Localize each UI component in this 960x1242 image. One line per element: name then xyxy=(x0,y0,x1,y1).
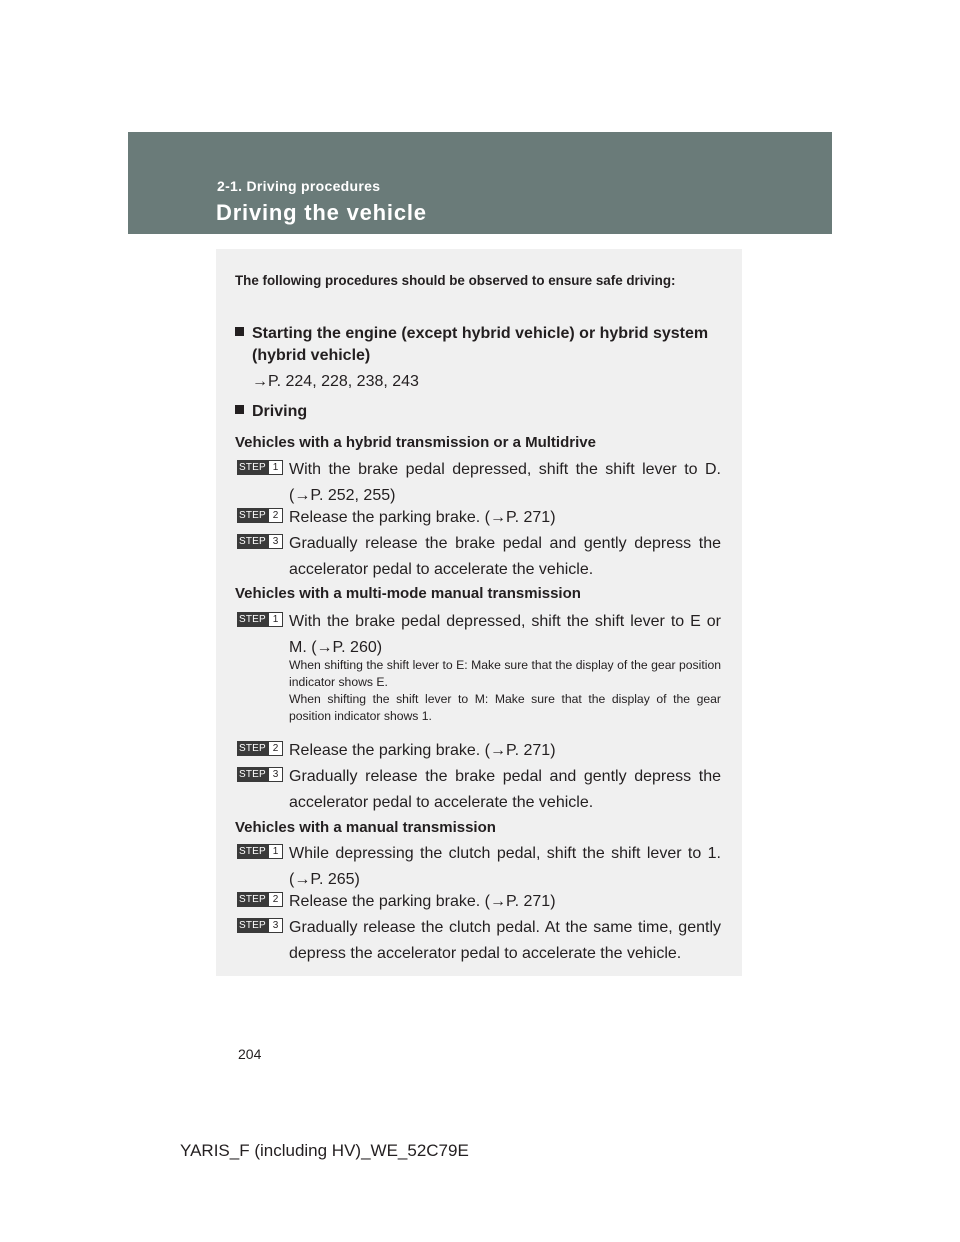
step-text: Gradually release the clutch pedal. At the same time, gently depress the accelerator pedal to accelerate the vehicle. xyxy=(289,919,721,962)
step-badge: STEP 1 xyxy=(237,612,283,627)
step-item xyxy=(237,609,721,661)
starting-heading xyxy=(235,323,708,345)
step-badge: STEP 2 xyxy=(237,892,283,907)
driving-heading-text: Driving xyxy=(252,403,308,420)
step-text: Gradually release the brake pedal and gently depress the accelerator pedal to accelerate the vehicle. xyxy=(289,768,721,811)
procedure-box xyxy=(216,249,742,976)
document-footer: YARIS_F (including HV)_WE_52C79E xyxy=(180,1141,469,1160)
step-text: Release the parking brake. (→P. 271) xyxy=(289,509,556,526)
step-text: While depressing the clutch pedal, shift the shift lever to 1. (→P. 265) xyxy=(289,845,721,888)
starting-reference: →P. 224, 228, 238, 243 xyxy=(252,373,419,390)
step-text: With the brake pedal depressed, shift the shift lever to D. (→P. 252, 255) xyxy=(289,461,721,504)
starting-heading-text: Starting the engine (except hybrid vehicle) or hybrid system xyxy=(252,325,709,342)
chapter-header xyxy=(128,132,832,234)
step-text: Release the parking brake. (→P. 271) xyxy=(289,742,556,759)
step-badge: STEP 3 xyxy=(237,767,283,782)
step-item xyxy=(237,505,721,531)
step-text: Gradually release the brake pedal and gently depress the accelerator pedal to accelerate the vehicle. xyxy=(289,535,721,578)
bullet-square-icon xyxy=(235,327,244,336)
note-text: When shifting the shift lever to E: Make sure that the display of the gear position indicator shows E. xyxy=(289,658,721,689)
step-badge: STEP 1 xyxy=(237,460,283,475)
intro-text: The following procedures should be observed to ensure safe driving: xyxy=(235,273,676,288)
step-text: With the brake pedal depressed, shift the shift lever to E or M. (→P. 260) xyxy=(289,613,721,656)
step-item xyxy=(237,889,721,915)
step-item xyxy=(237,738,721,764)
page-title: Driving the vehicle xyxy=(216,200,427,225)
step-item xyxy=(237,457,721,509)
note-text: When shifting the shift lever to M: Make sure that the display of the gear position indicator shows 1. xyxy=(289,692,721,723)
step-badge: STEP 3 xyxy=(237,918,283,933)
step-item xyxy=(237,915,721,967)
starting-heading-cont: (hybrid vehicle) xyxy=(252,347,371,364)
step-item xyxy=(237,841,721,893)
step-badge: STEP 2 xyxy=(237,508,283,523)
step-badge: STEP 2 xyxy=(237,741,283,756)
bullet-square-icon xyxy=(235,405,244,414)
step-item xyxy=(237,764,721,816)
group-title: Vehicles with a multi-mode manual transmission xyxy=(235,585,581,602)
step-badge: STEP 1 xyxy=(237,844,283,859)
step-item xyxy=(237,531,721,583)
step-text: Release the parking brake. (→P. 271) xyxy=(289,893,556,910)
section-label: 2-1. Driving procedures xyxy=(217,178,381,194)
step-badge: STEP 3 xyxy=(237,534,283,549)
driving-heading xyxy=(235,401,307,423)
page-number: 204 xyxy=(238,1046,262,1062)
group-title: Vehicles with a hybrid transmission or a Multidrive xyxy=(235,434,596,451)
group-title: Vehicles with a manual transmission xyxy=(235,819,496,836)
